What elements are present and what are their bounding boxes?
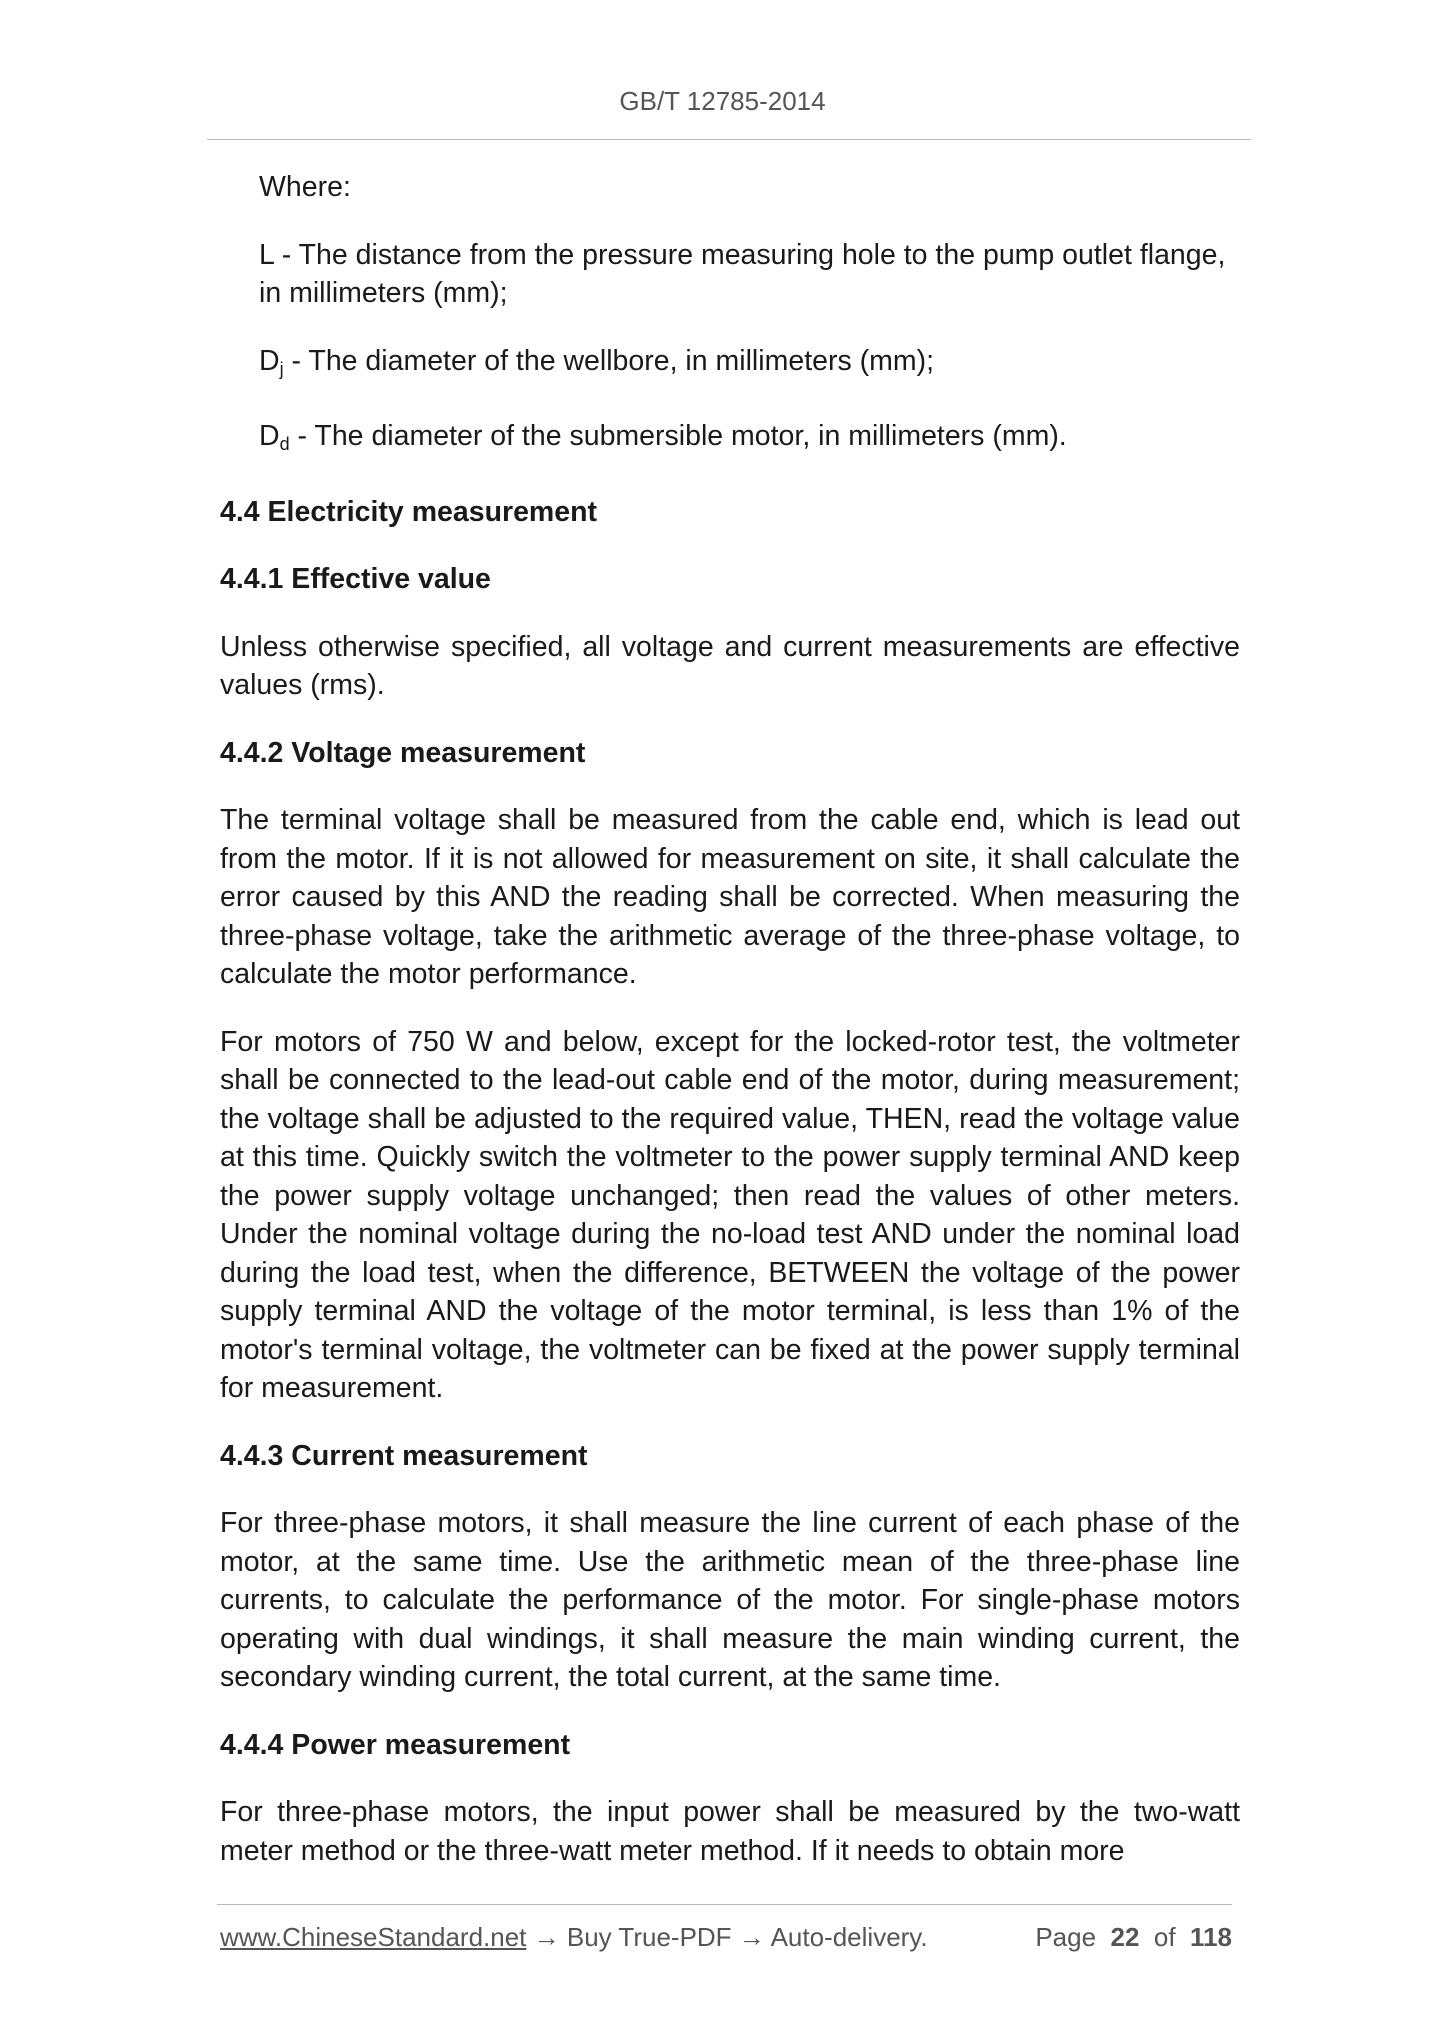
subscript-j: j: [279, 358, 284, 379]
footer-tagline: → Buy True-PDF → Auto-delivery.: [526, 1922, 928, 1952]
of-label: of: [1153, 1922, 1176, 1952]
definition-Dj: [220, 342, 1240, 389]
where-intro: Where:: [259, 171, 351, 203]
page-number: [1035, 1922, 1232, 1953]
symbol-D: D: [259, 344, 280, 377]
page-header: GB/T 12785-2014: [619, 86, 826, 116]
definition-Dd: [220, 417, 1240, 464]
footer-divider: [217, 1904, 1232, 1905]
paragraph: For three-phase motors, the input power shall be measured by the two-watt meter method or the three-watt meter method. If it needs to obtain more: [220, 1796, 1240, 1867]
paragraph: For motors of 750 W and below, except for the locked-rotor test, the voltmeter shall be connected to the lead-out cable end of the motor, during measurement; the voltage shall be adjusted to the required value, THEN, read the voltage value at this time. Quickly switch the voltmeter to the power supply terminal AND keep the power supply voltage unchanged; then read the values of other meters. Under the nominal voltage during the no-load test AND under the nominal load during the load test, when the difference, BETWEEN the voltage of the power supply terminal AND the voltage of the motor terminal, is less than 1% of the motor's terminal voltage, the voltmeter can be fixed at the power supply terminal for measurement.: [220, 1025, 1240, 1404]
heading-4-4-2: 4.4.2 Voltage measurement: [220, 736, 586, 769]
heading-4-4-4: 4.4.4 Power measurement: [220, 1728, 571, 1761]
heading-4-4-3: 4.4.3 Current measurement: [220, 1439, 588, 1472]
total-pages: 118: [1190, 1922, 1232, 1952]
definition-L: L - The distance from the pressure measuring hole to the pump outlet flange, in millimeters (mm);: [259, 238, 1226, 309]
page-label: Page: [1035, 1922, 1097, 1952]
paragraph: Unless otherwise specified, all voltage and current measurements are effective values (rms).: [220, 630, 1240, 701]
paragraph: For three-phase motors, it shall measure the line current of each phase of the motor, at the same time. Use the arithmetic mean of the three-phase line currents, to calculate the performance of the motor. For single-phase motors operating with dual windings, it shall measure the main winding current, the secondary winding current, the total current, at the same time.: [220, 1507, 1240, 1693]
heading-4-4: 4.4 Electricity measurement: [220, 495, 598, 528]
subscript-d: d: [279, 434, 290, 454]
current-page: 22: [1110, 1922, 1140, 1952]
page-footer: [220, 1922, 1232, 1953]
heading-4-4-1: 4.4.1 Effective value: [220, 563, 491, 595]
paragraph: The terminal voltage shall be measured from the cable end, which is lead out from the motor. If it is not allowed for measurement on site, it shall calculate the error caused by this AND the reading shall be corrected. When measuring the three-phase voltage, take the arithmetic average of the three-phase voltage, to calculate the motor performance.: [220, 804, 1240, 990]
symbol-D: D: [259, 420, 280, 452]
header-divider: [207, 139, 1251, 140]
definition-Dj-text: - The diameter of the wellbore, in millimeters (mm);: [283, 344, 935, 377]
page-body: [220, 168, 1240, 1899]
website-link[interactable]: www.ChineseStandard.net: [220, 1922, 527, 1952]
definition-Dd-text: - The diameter of the submersible motor, in millimeters (mm).: [289, 420, 1067, 452]
